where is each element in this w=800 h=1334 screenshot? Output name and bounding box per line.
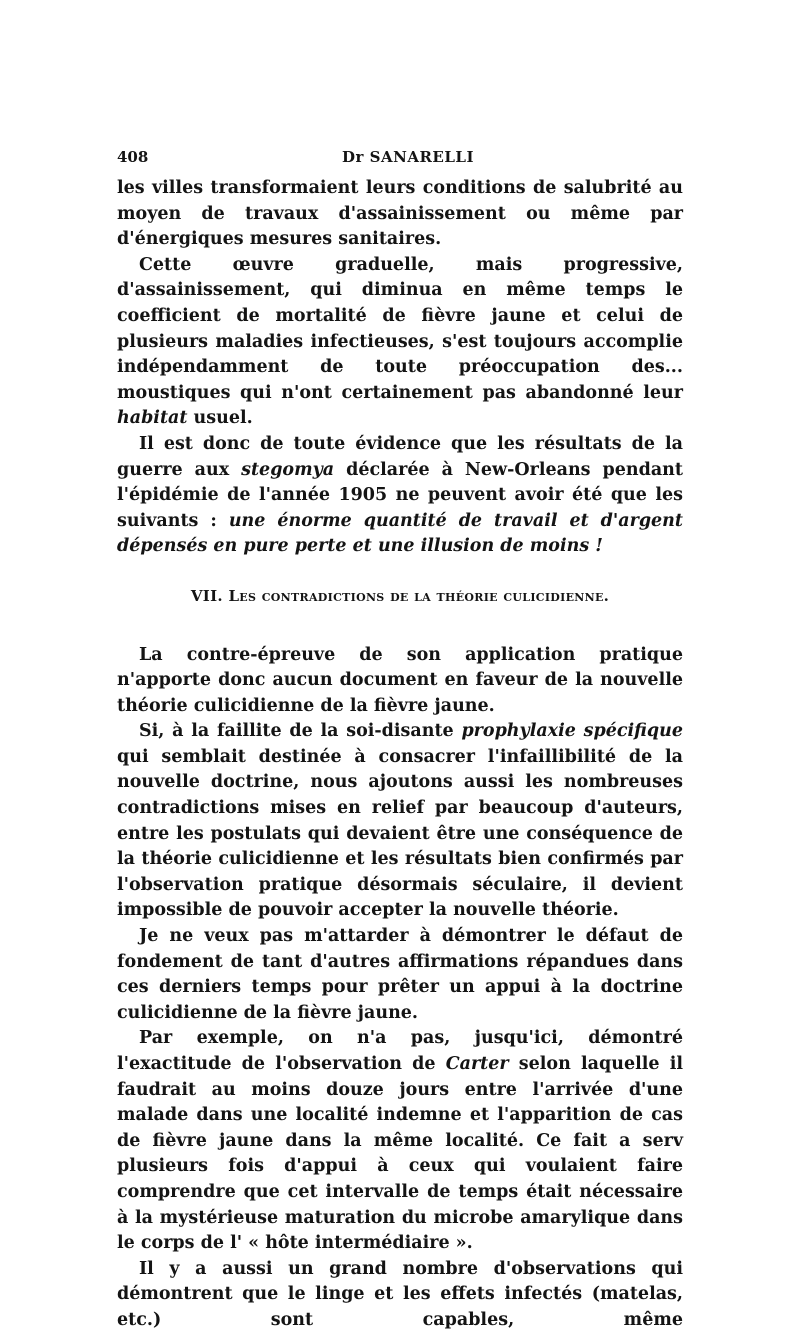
paragraph [117, 924, 683, 1026]
paragraph [117, 176, 683, 253]
italic-run: habitat [117, 408, 188, 429]
paragraph [117, 1026, 683, 1256]
paragraph [117, 643, 683, 720]
text-run: qui semblait destinée à consacrer l'infaillibilité de la nouvelle doctrine, nous ajoutons aussi les nombreuses contradictions mises en relief par beaucoup d'auteurs, entre les postulats qui devaient être une conséquence de la théorie culicidienne et les résultats bien confirmés par l'observation pratique désormais séculaire, il devient impossible de pouvoir accepter la nouvelle théorie. [117, 746, 683, 921]
section-title: Les contradictions de la théorie culicidienne. [228, 586, 610, 605]
section-heading [117, 584, 683, 610]
text-run: les villes transformaient leurs conditions de salubrité au moyen de travaux d'assainissement ou même par d'énergiques mesures sanitaires. [117, 178, 683, 250]
book-page [117, 148, 683, 1334]
body-text [117, 176, 683, 1334]
text-run: La contre-épreuve de son application pratique n'apporte donc aucun document en faveur de la nouvelle théorie culicidienne de la fièvre jaune. [117, 644, 683, 716]
italic-run: une énorme quantité de travail et d'argent dépensés en pure perte et une illusion de moins ! [117, 510, 683, 557]
paragraph [117, 432, 683, 560]
italic-run: stegomya [241, 459, 335, 480]
italic-run: Carter [445, 1054, 509, 1074]
text-run: Je ne veux pas m'attarder à démontrer le défaut de fondement de tant d'autres affirmations répandues dans ces derniers temps pour prêter un appui à la doctrine culicidienne de la fièvre jaune. [117, 926, 683, 1023]
section-number: VII. [190, 586, 223, 605]
text-run: Si, à la faillite de la soi-disante [139, 721, 462, 742]
text-run: usuel. [187, 408, 253, 429]
paragraph [117, 253, 683, 432]
running-head-author: Dr SANARELLI [342, 148, 474, 166]
text-run: déclarée à New-Orleans pendant l'épidémie de l'année 1905 ne peuvent avoir été que les suivants : [117, 459, 683, 531]
text-run: Cette œuvre graduelle, mais progressive, d'assainissement, qui diminua en même temps le coefficient de mortalité de fièvre jaune et celui de plusieurs maladies infectieuses, s'est toujours accomplie indépendamment de toute préoccupation des... moustiques qui n'ont certainement pas abandonné leur [117, 254, 683, 403]
text-run: Il y a aussi un grand nombre d'observations qui démontrent que le linge et les effets infectés (matelas, etc.) sont capables, même [117, 1258, 683, 1330]
italic-run: prophylaxie spécifique [461, 721, 683, 742]
paragraph [117, 1257, 683, 1334]
text-run: selon laquelle il faudrait au moins douze jours entre l'arrivée d'une malade dans une localité indemne et l'apparition de cas de fièvre jaune dans la même localité. Ce fait a serv plusieurs fois d'appui à ceux qui voulaient faire comprendre que cet intervalle de temps était nécessaire à la mystérieuse maturation du microbe amarylique dans le corps de l' « hôte intermédiaire ». [117, 1054, 683, 1254]
page-number: 408 [117, 148, 149, 166]
running-head [117, 148, 683, 176]
paragraph [117, 719, 683, 924]
text-run: Il est donc de toute évidence que les résultats de la guerre aux [117, 433, 683, 480]
text-run: Par exemple, on n'a pas, jusqu'ici, démontré l'exactitude de l'observation de [117, 1028, 683, 1074]
